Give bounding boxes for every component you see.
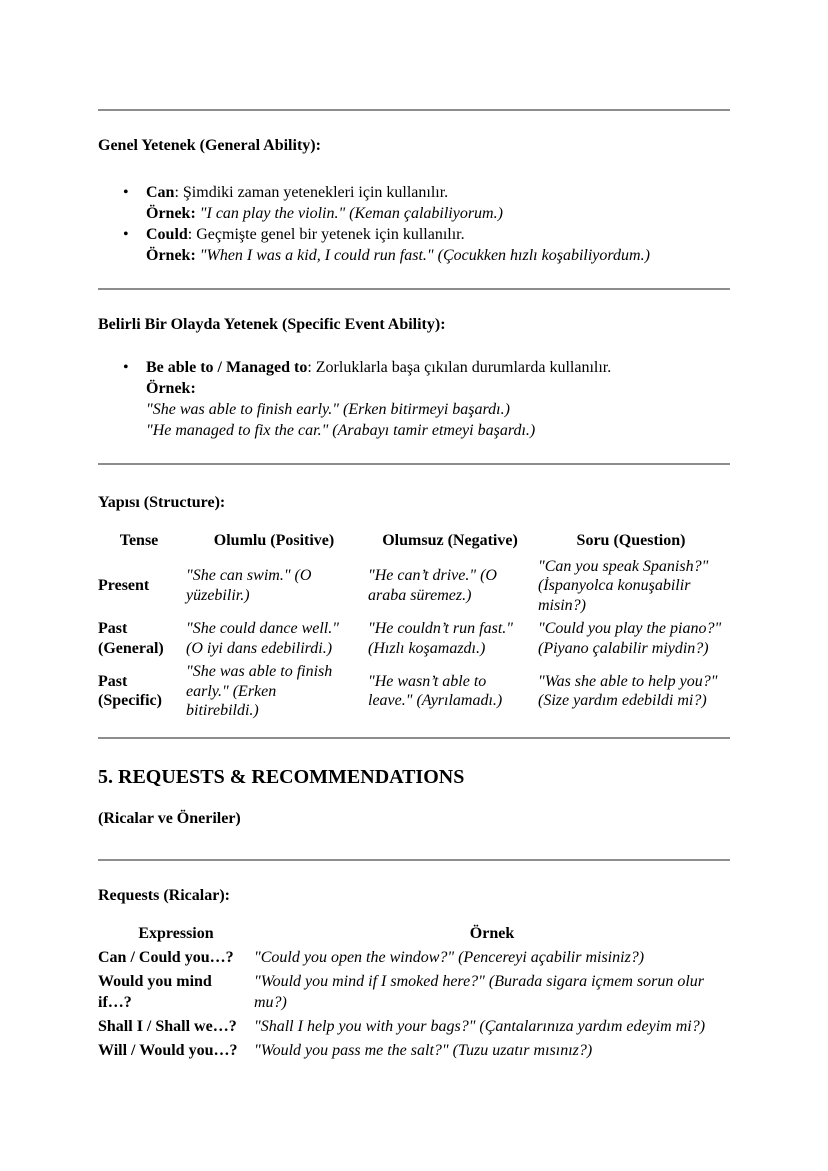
cell-question: "Was she able to help you?" (Size yardım edebildi mi?) xyxy=(538,672,718,710)
bullet-item-could xyxy=(146,224,730,266)
column-header-tense: Tense xyxy=(119,532,159,549)
example-text: "I can play the violin." (Keman çalabiliyorum.) xyxy=(199,205,503,222)
table-row-past-specific xyxy=(98,660,730,723)
cell-example: "Would you pass me the salt?" (Tuzu uzatır mısınız?) xyxy=(254,1041,593,1059)
cell-positive: "She can swim." (O yüzebilir.) xyxy=(186,567,312,604)
horizontal-rule xyxy=(98,737,730,739)
cell-question: "Can you speak Spanish?" (İspanyolca konuşabilir misin?) xyxy=(538,557,709,614)
definition-text: : Şimdiki zaman yetenekleri için kullanılır. xyxy=(174,184,449,201)
term-text: Can xyxy=(146,184,175,201)
structure-table xyxy=(98,529,730,723)
specific-ability-heading: Belirli Bir Olayda Yetenek (Specific Event Ability): xyxy=(98,316,446,333)
cell-expression: Would you mind if…? xyxy=(98,972,212,1011)
bullet-item-can xyxy=(146,182,730,224)
cell-tense: Past (Specific) xyxy=(98,672,162,710)
definition-line xyxy=(146,224,730,245)
cell-example: "Shall I help you with your bags?" (Çantalarınıza yardım edeyim mi?) xyxy=(254,1017,706,1035)
example-text: "He managed to fix the car." (Arabayı tamir etmeyi başardı.) xyxy=(146,422,536,439)
requests-recommendations-subheading: (Ricalar ve Öneriler) xyxy=(98,809,241,827)
requests-heading: Requests (Ricalar): xyxy=(98,886,230,904)
example-line xyxy=(146,203,730,224)
specific-ability-list xyxy=(98,357,730,441)
table-row-shall-i-shall-we xyxy=(98,1015,730,1039)
cell-negative: "He wasn’t able to leave." (Ayrılamadı.) xyxy=(368,672,503,710)
cell-positive: "She could dance well." (O iyi dans edebilirdi.) xyxy=(186,620,339,657)
cell-example: "Could you open the window?" (Pencereyi açabilir misiniz?) xyxy=(254,948,645,966)
cell-example: "Would you mind if I smoked here?" (Burada sigara içmem sorun olur mu?) xyxy=(254,972,704,1011)
column-header-positive: Olumlu (Positive) xyxy=(213,532,335,549)
table-header-row xyxy=(98,922,730,946)
definition-line xyxy=(146,182,730,203)
horizontal-rule xyxy=(98,859,730,861)
definition-text: : Geçmişte genel bir yetenek için kullanılır. xyxy=(187,226,465,243)
example-text: "When I was a kid, I could run fast." (Çocukken hızlı koşabiliyordum.) xyxy=(199,247,650,264)
example-label: Örnek: xyxy=(146,247,196,264)
table-row-past-general xyxy=(98,617,730,660)
cell-tense: Past (General) xyxy=(98,620,164,657)
cell-question: "Could you play the piano?" (Piyano çalabilir miydin?) xyxy=(538,620,722,657)
cell-positive: "She was able to finish early." (Erken bitirebildi.) xyxy=(186,663,333,719)
column-header-ornek: Örnek xyxy=(469,924,515,942)
table-header-row xyxy=(98,529,730,555)
general-ability-list xyxy=(98,182,730,266)
requests-table xyxy=(98,922,730,1063)
cell-expression: Can / Could you…? xyxy=(98,948,234,966)
cell-expression: Shall I / Shall we…? xyxy=(98,1017,237,1035)
requests-recommendations-heading: 5. REQUESTS & RECOMMENDATIONS xyxy=(98,765,465,788)
term-text: Be able to / Managed to xyxy=(146,359,308,376)
cell-negative: "He can’t drive." (O araba süremez.) xyxy=(368,567,497,604)
table-row-will-would-you xyxy=(98,1039,730,1063)
example-line xyxy=(146,245,730,266)
horizontal-rule xyxy=(98,109,730,111)
general-ability-heading: Genel Yetenek (General Ability): xyxy=(98,137,321,154)
definition-text: : Zorluklarla başa çıkılan durumlarda kullanılır. xyxy=(307,359,612,376)
example-label: Örnek: xyxy=(146,380,196,397)
table-row-can-could-you xyxy=(98,946,730,970)
column-header-expression: Expression xyxy=(138,924,214,942)
cell-expression: Will / Would you…? xyxy=(98,1041,238,1059)
column-header-negative: Olumsuz (Negative) xyxy=(382,532,518,549)
bullet-item-be-able-to xyxy=(146,357,730,441)
horizontal-rule xyxy=(98,288,730,290)
structure-heading: Yapısı (Structure): xyxy=(98,494,226,511)
table-row-present xyxy=(98,555,730,618)
definition-line xyxy=(146,357,730,378)
horizontal-rule xyxy=(98,463,730,465)
example-label: Örnek: xyxy=(146,205,196,222)
column-header-question: Soru (Question) xyxy=(576,532,686,549)
cell-negative: "He couldn’t run fast." (Hızlı koşamazdı.) xyxy=(368,620,513,657)
table-row-would-you-mind xyxy=(98,970,730,1015)
example-text: "She was able to finish early." (Erken bitirmeyi başardı.) xyxy=(146,401,510,418)
cell-tense: Present xyxy=(98,577,150,594)
term-text: Could xyxy=(146,226,188,243)
